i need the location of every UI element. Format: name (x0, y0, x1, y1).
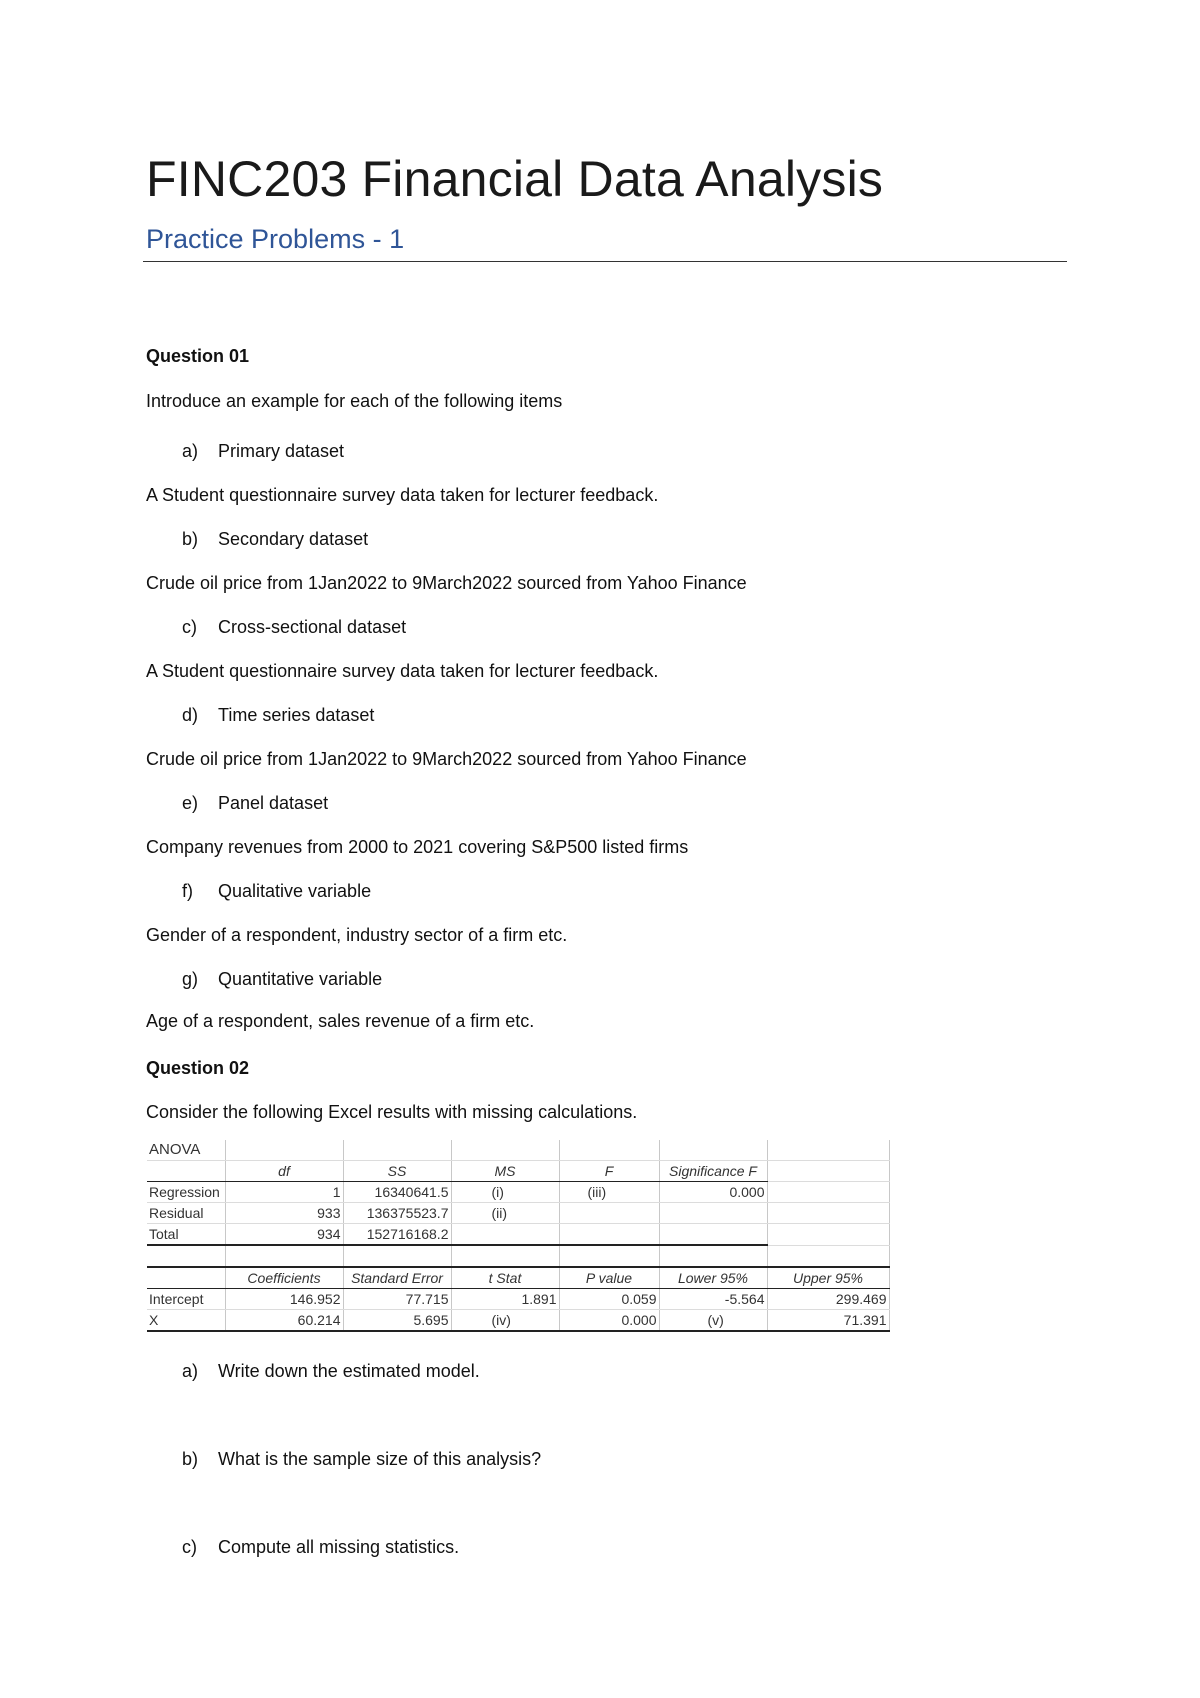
q1-answer-c: A Student questionnaire survey data taken for lecturer feedback. (146, 661, 659, 681)
cell-coefficient: 146.952 (225, 1289, 343, 1310)
question-02-heading: Question 02 (146, 1058, 250, 1078)
row-name: Total (147, 1224, 225, 1246)
cell-lower-95: -5.564 (659, 1289, 767, 1310)
cell-std-error: 77.715 (343, 1289, 451, 1310)
regression-table (147, 1140, 890, 1332)
cell-std-error: 5.695 (343, 1310, 451, 1332)
item-text: Secondary dataset (218, 529, 369, 549)
q2-question-b (182, 1449, 541, 1470)
item-label: b) (182, 1449, 199, 1469)
question-01-intro: Introduce an example for each of the following items (146, 391, 563, 411)
cell-p-value: 0.000 (559, 1310, 659, 1332)
q1-item-f (182, 881, 371, 902)
q2-question-c (182, 1537, 459, 1558)
q1-answer-e: Company revenues from 2000 to 2021 covering S&P500 listed firms (146, 837, 689, 857)
coef-row-x (147, 1310, 889, 1332)
row-name: X (147, 1310, 225, 1332)
q1-answer-a: A Student questionnaire survey data taken for lecturer feedback. (146, 485, 659, 505)
anova-header-sig: Significance F (659, 1161, 767, 1182)
item-label: b) (182, 529, 199, 549)
item-text: Write down the estimated model. (218, 1361, 480, 1381)
cell-ss: 152716168.2 (343, 1224, 451, 1246)
anova-header-df: df (225, 1161, 343, 1182)
cell-f (559, 1203, 659, 1224)
coef-header-std-error: Standard Error (343, 1267, 451, 1289)
cell-upper-95: 71.391 (767, 1310, 889, 1332)
item-text: Qualitative variable (218, 881, 372, 901)
item-text: Cross-sectional dataset (218, 617, 407, 637)
item-label: c) (182, 1537, 197, 1557)
cell-t-stat: 1.891 (451, 1289, 559, 1310)
item-label: f) (182, 881, 193, 901)
item-label: g) (182, 969, 199, 989)
q1-item-e (182, 793, 328, 814)
coef-row-intercept (147, 1289, 889, 1310)
cell-t-stat: (iv) (451, 1310, 559, 1332)
item-text: Panel dataset (218, 793, 329, 813)
cell-sig (659, 1224, 767, 1246)
anova-header-f: F (559, 1161, 659, 1182)
item-text: Time series dataset (218, 705, 375, 725)
coef-header-t-stat: t Stat (451, 1267, 559, 1289)
q1-answer-d: Crude oil price from 1Jan2022 to 9March2022 sourced from Yahoo Finance (146, 749, 747, 769)
item-label: e) (182, 793, 199, 813)
cell-ss: 136375523.7 (343, 1203, 451, 1224)
cell-ss: 16340641.5 (343, 1182, 451, 1203)
cell-sig (659, 1203, 767, 1224)
page-subtitle: Practice Problems - 1 (146, 224, 405, 254)
item-text: Primary dataset (218, 441, 345, 461)
cell-ms (451, 1224, 559, 1246)
item-label: a) (182, 1361, 199, 1381)
row-name: Residual (147, 1203, 225, 1224)
item-label: a) (182, 441, 199, 461)
item-text: What is the sample size of this analysis? (218, 1449, 542, 1469)
cell-sig: 0.000 (659, 1182, 767, 1203)
title-divider (143, 261, 1067, 262)
cell-df: 933 (225, 1203, 343, 1224)
question-02-intro: Consider the following Excel results with missing calculations. (146, 1102, 638, 1122)
cell-upper-95: 299.469 (767, 1289, 889, 1310)
item-label: c) (182, 617, 197, 637)
q1-item-g (182, 969, 382, 990)
anova-row-total (147, 1224, 889, 1246)
row-name: Intercept (147, 1289, 225, 1310)
coef-header-upper-95: Upper 95% (767, 1267, 889, 1289)
q1-answer-g: Age of a respondent, sales revenue of a firm etc. (146, 1011, 535, 1031)
cell-lower-95: (v) (659, 1310, 767, 1332)
item-text: Compute all missing statistics. (218, 1537, 460, 1557)
cell-df: 1 (225, 1182, 343, 1203)
anova-header-ms: MS (451, 1161, 559, 1182)
anova-row-residual (147, 1203, 889, 1224)
coef-header-lower-95: Lower 95% (659, 1267, 767, 1289)
q1-item-d (182, 705, 374, 726)
anova-header-ss: SS (343, 1161, 451, 1182)
question-01-heading: Question 01 (146, 346, 250, 366)
anova-row-regression (147, 1182, 889, 1203)
q1-item-c (182, 617, 406, 638)
cell-f (559, 1224, 659, 1246)
cell-coefficient: 60.214 (225, 1310, 343, 1332)
q1-answer-b: Crude oil price from 1Jan2022 to 9March2022 sourced from Yahoo Finance (146, 573, 747, 593)
row-name: Regression (147, 1182, 225, 1203)
item-text: Quantitative variable (218, 969, 383, 989)
q2-question-a (182, 1361, 480, 1382)
coef-header-coefficients: Coefficients (225, 1267, 343, 1289)
cell-f: (iii) (559, 1182, 659, 1203)
cell-p-value: 0.059 (559, 1289, 659, 1310)
excel-regression-output (147, 1140, 889, 1336)
cell-ms: (ii) (451, 1203, 559, 1224)
q1-answer-f: Gender of a respondent, industry sector of a firm etc. (146, 925, 568, 945)
cell-df: 934 (225, 1224, 343, 1246)
q1-item-b (182, 529, 368, 550)
coef-header-p-value: P value (559, 1267, 659, 1289)
item-label: d) (182, 705, 199, 725)
anova-title: ANOVA (147, 1140, 225, 1161)
cell-ms: (i) (451, 1182, 559, 1203)
q1-item-a (182, 441, 344, 462)
page-title: FINC203 Financial Data Analysis (146, 151, 884, 207)
